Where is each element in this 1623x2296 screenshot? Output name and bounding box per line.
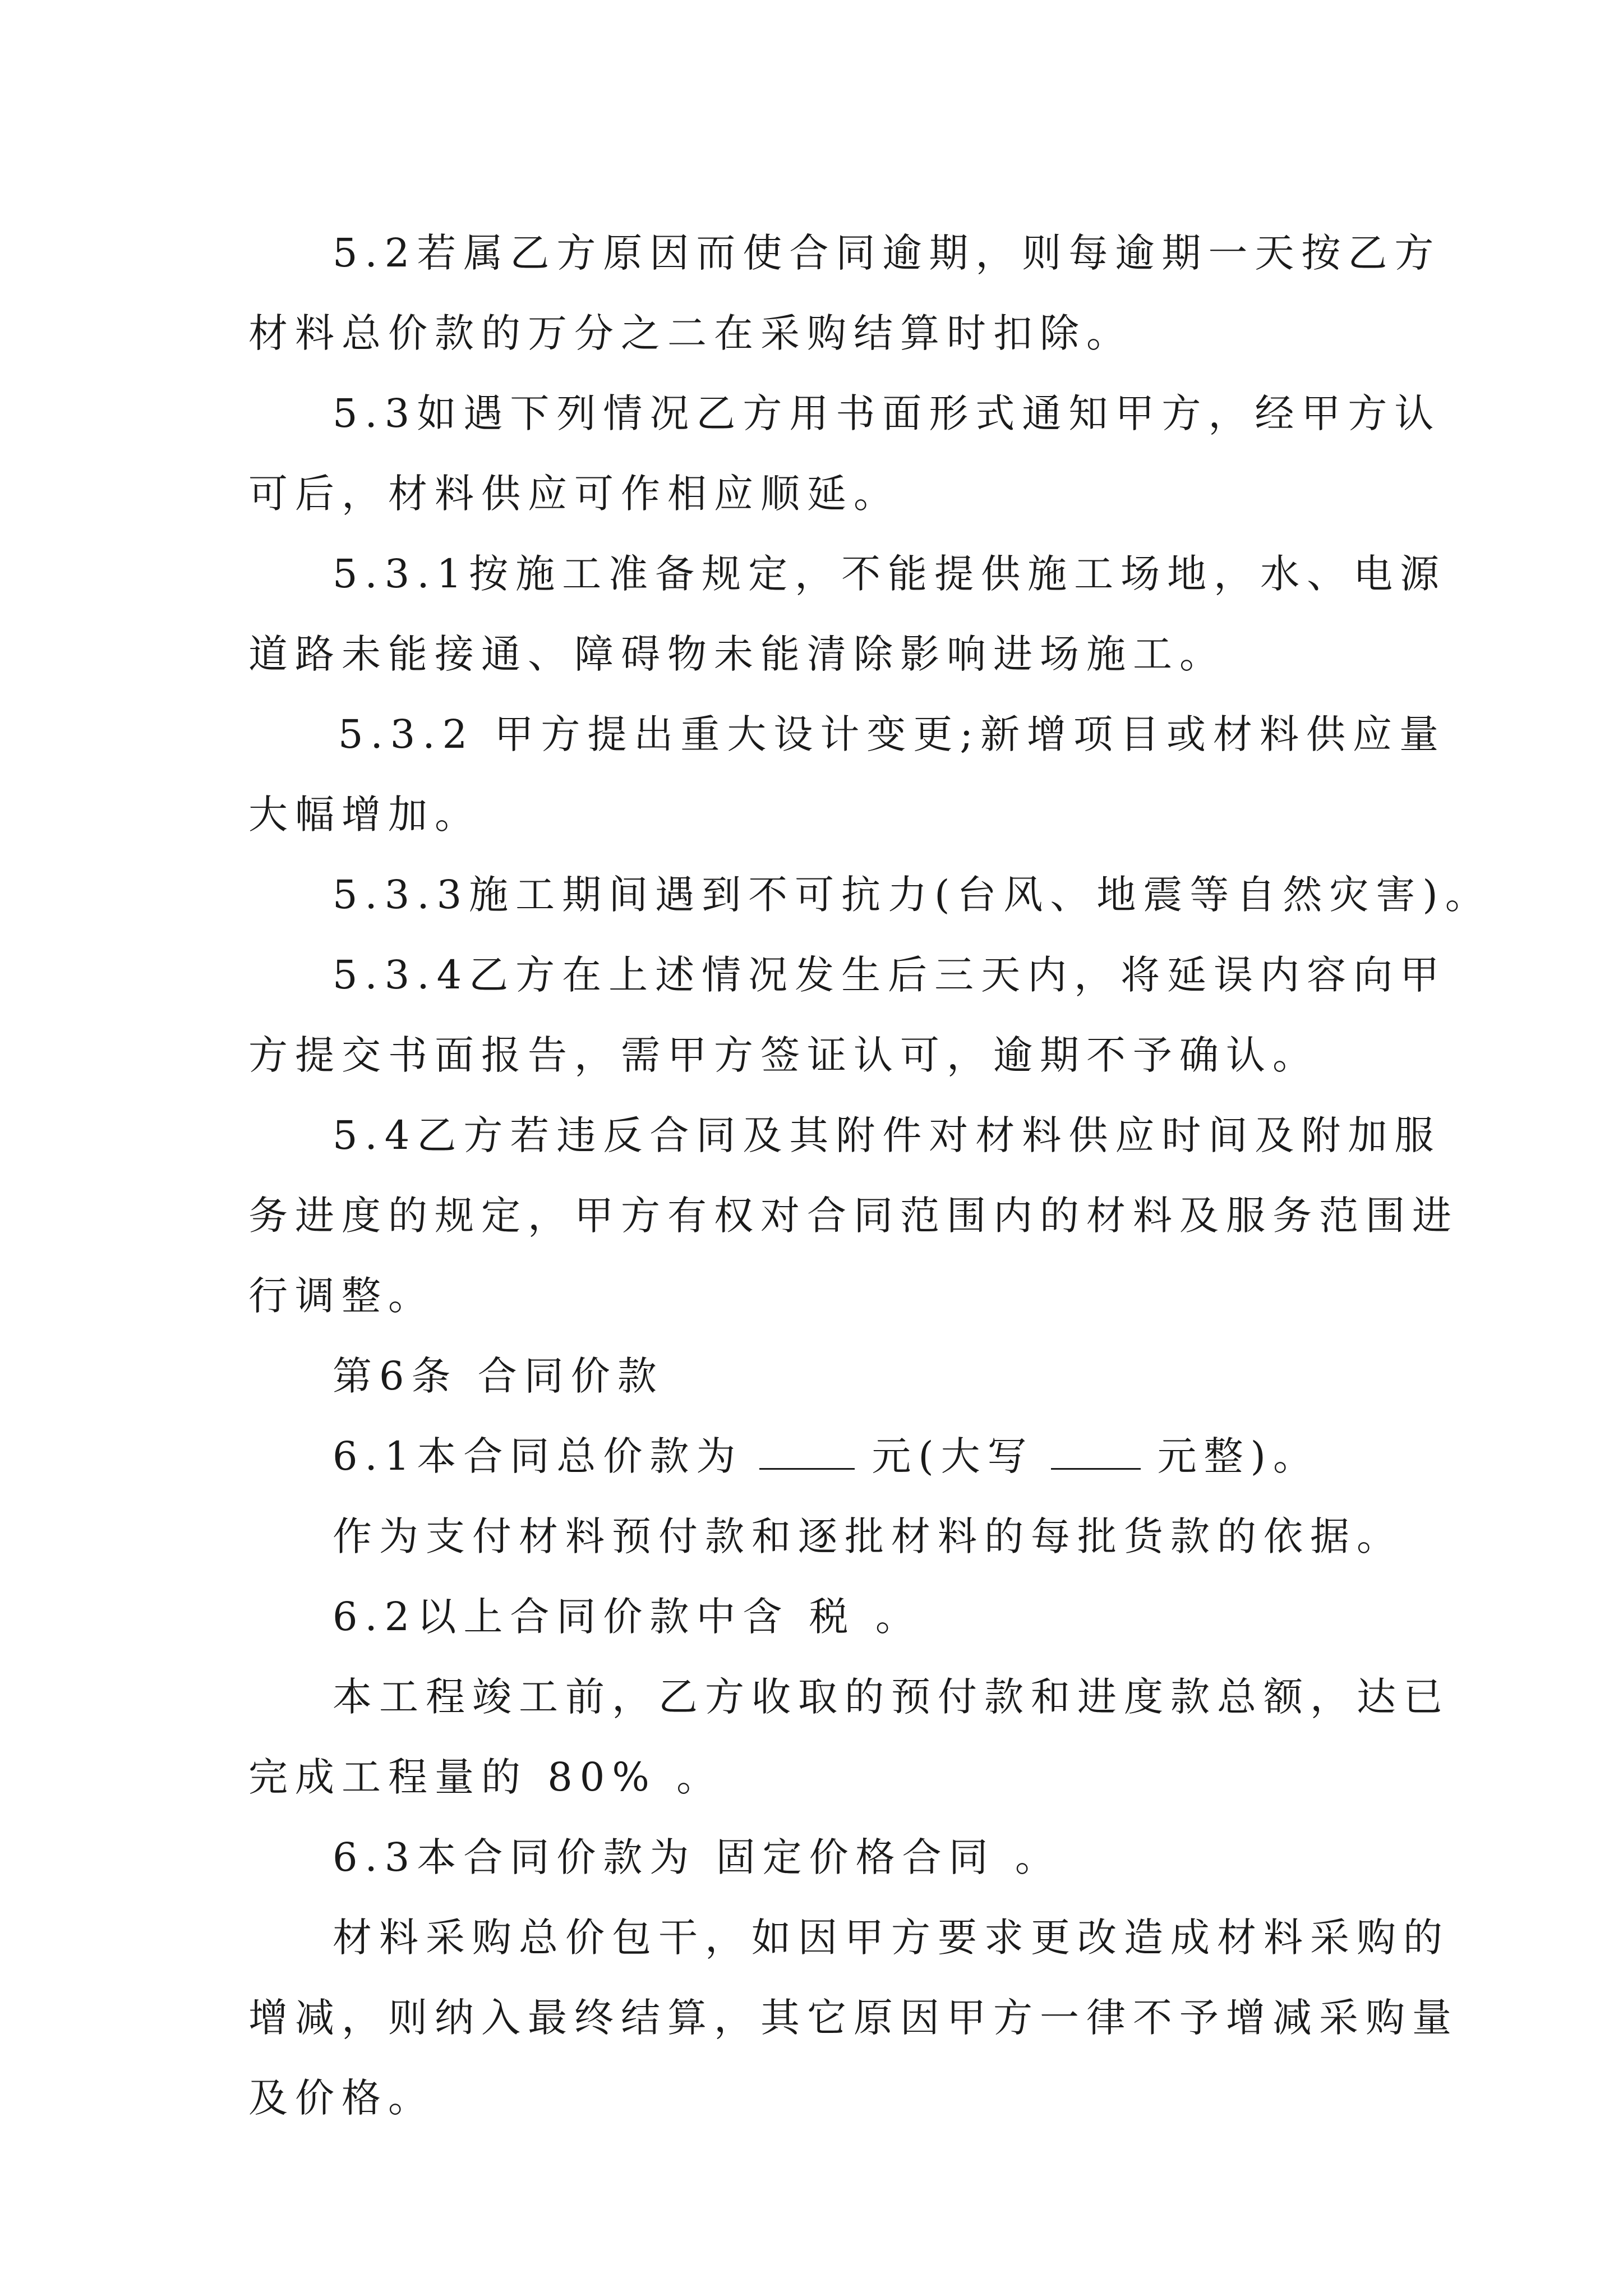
price-prefix: 6.1本合同总价款为 bbox=[333, 1433, 743, 1479]
clause-5-3-line-2: 可后，材料供应可作相应顺延。 bbox=[248, 471, 900, 517]
clause-5-4-line-3: 行调整。 bbox=[248, 1273, 435, 1319]
clause-6-3-line-2: 材料采购总价包干，如因甲方要求更改造成材料采购的 bbox=[333, 1915, 1450, 1961]
price-suffix: 元整)。 bbox=[1157, 1433, 1320, 1479]
clause-5-3-4-line-2: 方提交书面报告，需甲方签证认可，逾期不予确认。 bbox=[248, 1032, 1319, 1078]
clause-6-2-line-3: 完成工程量的 80% 。 bbox=[248, 1754, 723, 1800]
price-uppercase-blank bbox=[1051, 1428, 1141, 1470]
clause-5-4-line-2: 务进度的规定，甲方有权对合同范围内的材料及服务范围进 bbox=[248, 1193, 1459, 1239]
clause-6-3-line-4: 及价格。 bbox=[248, 2075, 435, 2121]
article-6-heading: 第6条 合同价款 bbox=[333, 1353, 664, 1399]
clause-6-3-line-1: 6.3本合同价款为 固定价格合同 。 bbox=[333, 1834, 1062, 1880]
clause-5-3-4-line-1: 5.3.4乙方在上述情况发生后三天内，将延误内容向甲 bbox=[333, 952, 1447, 998]
clause-5-3-1-line-2: 道路未能接通、障碍物未能清除影响进场施工。 bbox=[248, 631, 1226, 677]
clause-5-2-line-1: 5.2若属乙方原因而使合同逾期，则每逾期一天按乙方 bbox=[333, 230, 1441, 276]
clause-5-3-2-line-2: 大幅增加。 bbox=[248, 792, 481, 838]
clause-5-4-line-1: 5.4乙方若违反合同及其附件对材料供应时间及附加服 bbox=[333, 1112, 1441, 1158]
clause-5-2-line-2: 材料总价款的万分之二在采购结算时扣除。 bbox=[248, 310, 1133, 356]
clause-5-3-3-line-1: 5.3.3施工期间遇到不可抗力(台风、地震等自然灾害)。 bbox=[333, 872, 1492, 918]
clause-6-2-line-1: 6.2以上合同价款中含 税 。 bbox=[333, 1594, 922, 1640]
clause-5-3-1-line-1: 5.3.1按施工准备规定，不能提供施工场地，水、电源 bbox=[333, 551, 1447, 597]
price-amount-blank bbox=[759, 1428, 855, 1470]
clause-6-1-line-1 bbox=[248, 1416, 1415, 1497]
price-middle: 元(大写 bbox=[872, 1433, 1034, 1479]
clause-5-3-line-1: 5.3如遇下列情况乙方用书面形式通知甲方，经甲方认 bbox=[333, 390, 1441, 436]
clause-6-3-line-3: 增减，则纳入最终结算，其它原因甲方一律不予增减采购量 bbox=[248, 1995, 1459, 2041]
clause-6-2-line-2: 本工程竣工前，乙方收取的预付款和进度款总额，达已 bbox=[333, 1674, 1450, 1720]
clause-6-1-line-2: 作为支付材料预付款和逐批材料的每批货款的依据。 bbox=[333, 1513, 1403, 1559]
contract-text bbox=[248, 213, 1492, 2138]
clause-5-3-2-line-1: 5.3.2 甲方提出重大设计变更;新增项目或材料供应量 bbox=[338, 711, 1446, 757]
